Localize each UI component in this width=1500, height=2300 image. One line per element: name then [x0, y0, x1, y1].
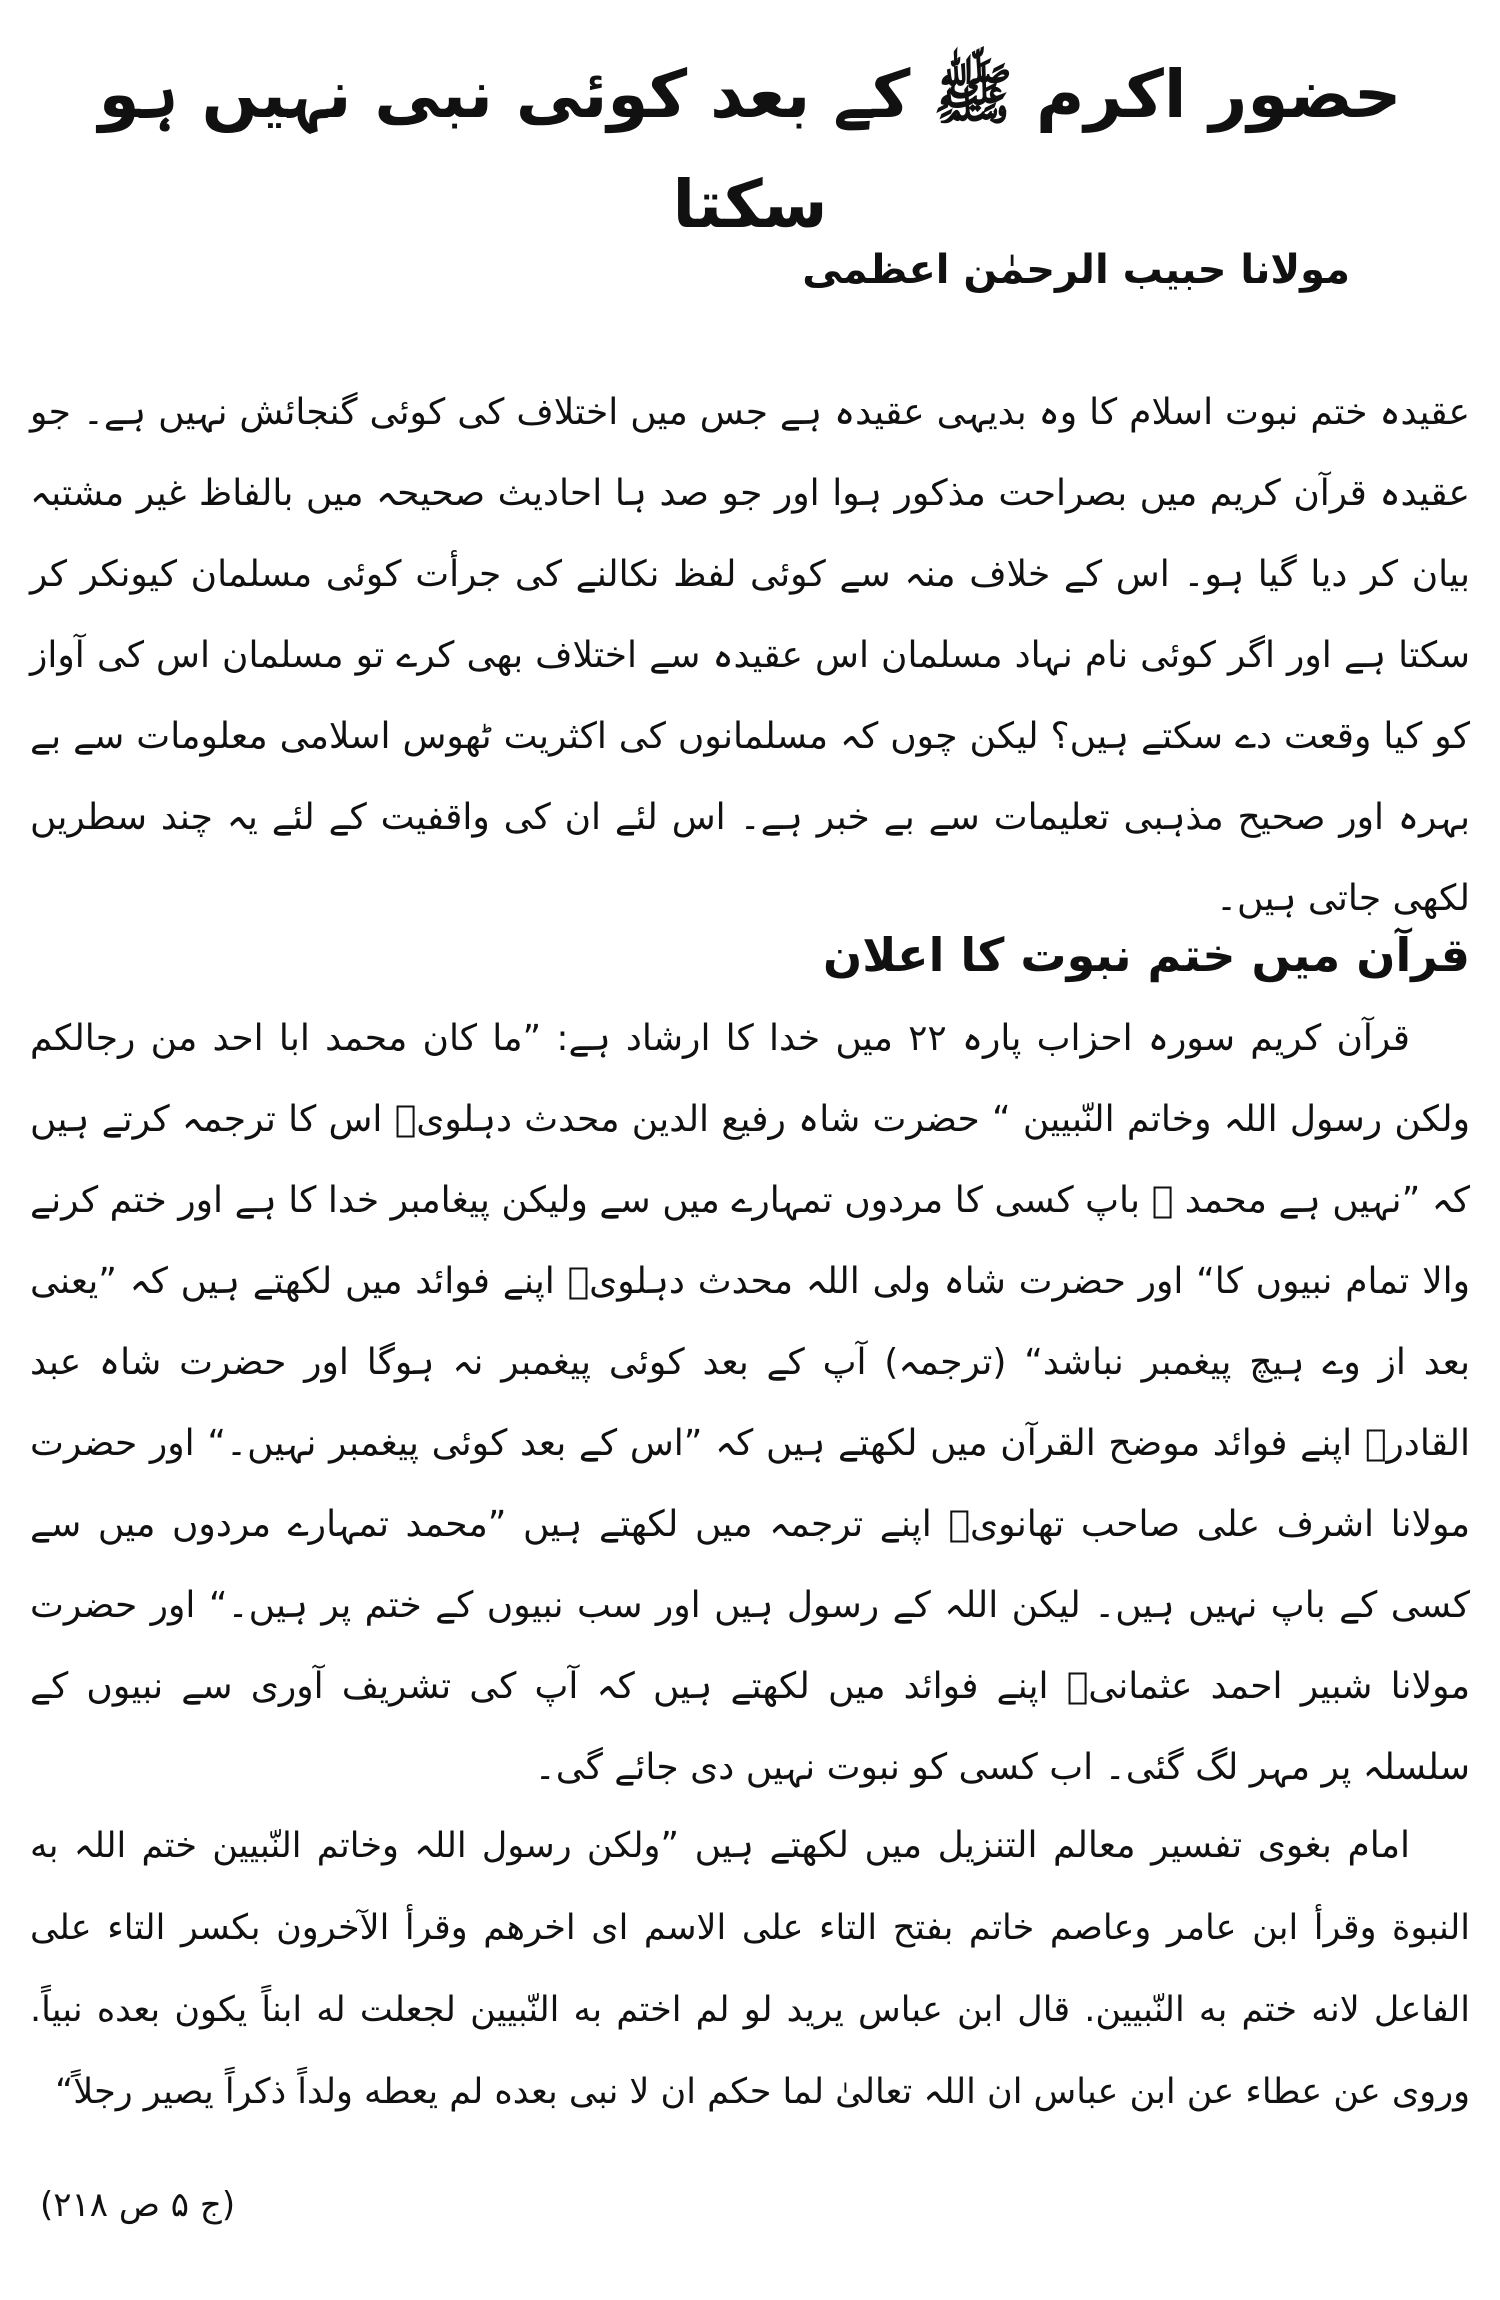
baghawi-paragraph: [30, 1805, 1470, 2133]
page-title: حضور اکرم ﷺ کے بعد کوئی نبی نہیں ہو سکتا: [98, 56, 1402, 243]
intro-paragraph: عقیدہ ختم نبوت اسلام کا وہ بدیہی عقیدہ ہے جس میں اختلاف کی کوئی گنجائش نہیں ہے۔ جو عقیدہ قرآن کریم میں بصراحت مذکور ہوا اور جو صد ہا احادیث صحیحہ میں بالفاظ غیر مشتبہ بیان کر دیا گیا ہو۔ اس کے خلاف منہ سے کوئی لفظ نکالنے کی جرأت کوئی مسلمان کیونکر کر سکتا ہے اور اگر کوئی نام نہاد مسلمان اس عقیدہ سے اختلاف بھی کرے تو مسلمان اس کی آواز کو کیا وقعت دے سکتے ہیں؟ لیکن چوں کہ مسلمانوں کی اکثریت ٹھوس اسلامی معلومات سے بے بہرہ اور صحیح مذہبی تعلیمات سے بے خبر ہے۔ اس لئے ان کی واقفیت کے لئے یہ چند سطریں لکھی جاتی ہیں۔: [30, 392, 1470, 919]
quran-paragraph: قرآن کریم سورہ احزاب پارہ ۲۲ میں خدا کا ارشاد ہے: ”ما کان محمد ابا احد من رجالکم ولکن رسول اللہ وخاتم النّبیین “ حضرت شاہ رفیع الدین محدث دہلویؒ اس کا ترجمہ کرتے ہیں کہ ”نہیں ہے محمد ﷺ باپ کسی کا مردوں تمہارے میں سے ولیکن پیغامبر خدا کا ہے اور ختم کرنے والا تمام نبیوں کا“ اور حضرت شاہ ولی اللہ محدث دہلویؒ اپنے فوائد میں لکھتے ہیں کہ ”یعنی بعد از وے ہیچ پیغمبر نباشد“ (ترجمہ) آپ کے بعد کوئی پیغمبر نہ ہوگا اور حضرت شاہ عبد القادرؒ اپنے فوائد موضح القرآن میں لکھتے ہیں کہ ”اس کے بعد کوئی پیغمبر نہیں۔“ اور حضرت مولانا اشرف علی صاحب تھانویؒ اپنے ترجمہ میں لکھتے ہیں ”محمد تمہارے مردوں میں سے کسی کے باپ نہیں ہیں۔ لیکن اللہ کے رسول ہیں اور سب نبیوں کے ختم پر ہیں۔“ اور حضرت مولانا شبیر احمد عثمانیؒ اپنے فوائد میں لکھتے ہیں کہ آپ کی تشریف آوری سے نبیوں کے سلسلہ پر مہر لگ گئی۔ اب کسی کو نبوت نہیں دی جائے گی۔: [30, 1018, 1470, 1788]
section-heading: قرآن میں ختم نبوت کا اعلان: [822, 928, 1470, 982]
source-reference: (ج ۵ ص ۲۱۸): [40, 2185, 236, 2225]
quran-section: [30, 998, 1470, 1808]
intro-section: [30, 372, 1470, 939]
author-name: مولانا حبیب الرحمٰن اعظمی: [802, 247, 1350, 293]
baghawi-intro: امام بغوی تفسیر معالم التنزیل میں لکھتے ہیں ”: [660, 1825, 1410, 1866]
baghawi-section: [30, 1805, 1470, 2133]
baghawi-arabic-quote: ولکن رسول اللہ وخاتم النّبیین ختم اللہ به النبوة وقرأ ابن عامر وعاصم خاتم بفتح التاء علی الاسم ای اخرهم وقرأ الآخرون بکسر التاء علی الفاعل لانه ختم به النّبیین. قال ابن عباس یرید لو لم اختم به النّبیین لجعلت له ابناً یکون بعده نبیاً. وروی عن عطاء عن ابن عباس ان اللہ تعالیٰ لما حکم ان لا نبی بعده لم یعطه ولداً ذکراً یصیر رجلاً“: [30, 1826, 1470, 2112]
